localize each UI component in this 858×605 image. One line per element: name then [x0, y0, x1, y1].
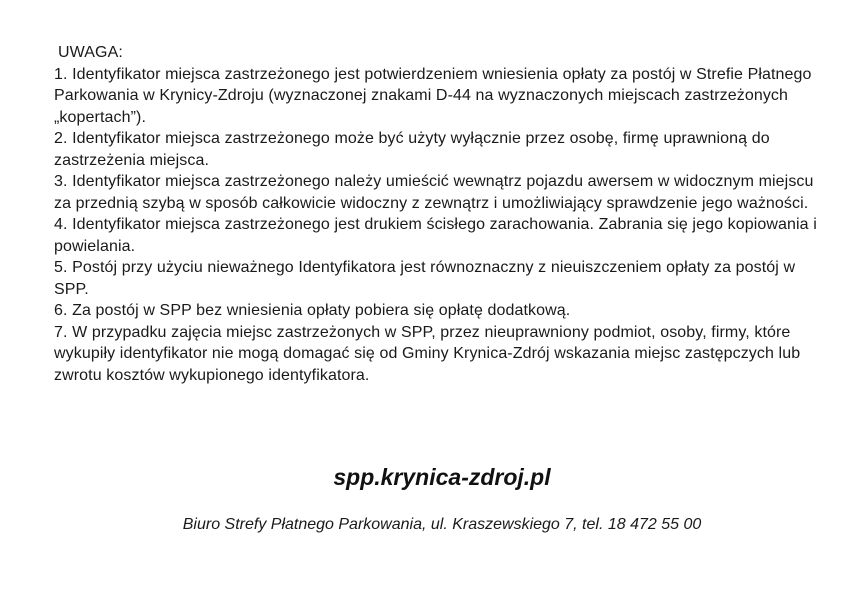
notice-section	[54, 42, 824, 386]
notice-item-6: 6. Za postój w SPP bez wniesienia opłaty pobiera się opłatę dodatkową.	[54, 302, 571, 319]
notice-heading: UWAGA:	[58, 44, 123, 61]
footer-container	[0, 516, 858, 534]
notice-item-4: 4. Identyfikator miejsca zastrzeżonego jest drukiem ścisłego zarachowania. Zabrania się jego kopiowania i powielania.	[54, 216, 817, 255]
notice-item-3: 3. Identyfikator miejsca zastrzeżonego należy umieścić wewnątrz pojazdu awersem w widocznym miejscu za przednią szybą w sposób całkowicie widoczny z zewnątrz i umożliwiający sprawdzenie jego ważności.	[54, 173, 814, 212]
notice-item-1: 1. Identyfikator miejsca zastrzeżonego jest potwierdzeniem wniesienia opłaty za postój w Strefie Płatnego Parkowania w Krynicy-Zdroju (wyznaczonej znakami D-44 na wyznaczonych miejscach zastrzeżonych „kopertach”).	[54, 65, 812, 126]
website-container	[0, 464, 858, 491]
notice-item-7: 7. W przypadku zajęcia miejsc zastrzeżonych w SPP, przez nieuprawniony podmiot, osoby, firmy, które wykupiły identyfikator nie mogą domagać się od Gminy Krynica-Zdrój wskazania miejsc zastępczych lub zwrotu kosztów wykupionego identyfikatora.	[54, 323, 801, 384]
notice-item-5: 5. Postój przy użyciu nieważnego Identyfikatora jest równoznaczny z nieuiszczeniem opłaty za postój w SPP.	[54, 259, 796, 298]
website-link[interactable]: spp.krynica-zdroj.pl	[333, 464, 551, 490]
office-address: Biuro Strefy Płatnego Parkowania, ul. Kraszewskiego 7, tel. 18 472 55 00	[182, 516, 702, 533]
notice-item-2: 2. Identyfikator miejsca zastrzeżonego może być użyty wyłącznie przez osobę, firmę uprawnioną do zastrzeżenia miejsca.	[54, 130, 770, 169]
